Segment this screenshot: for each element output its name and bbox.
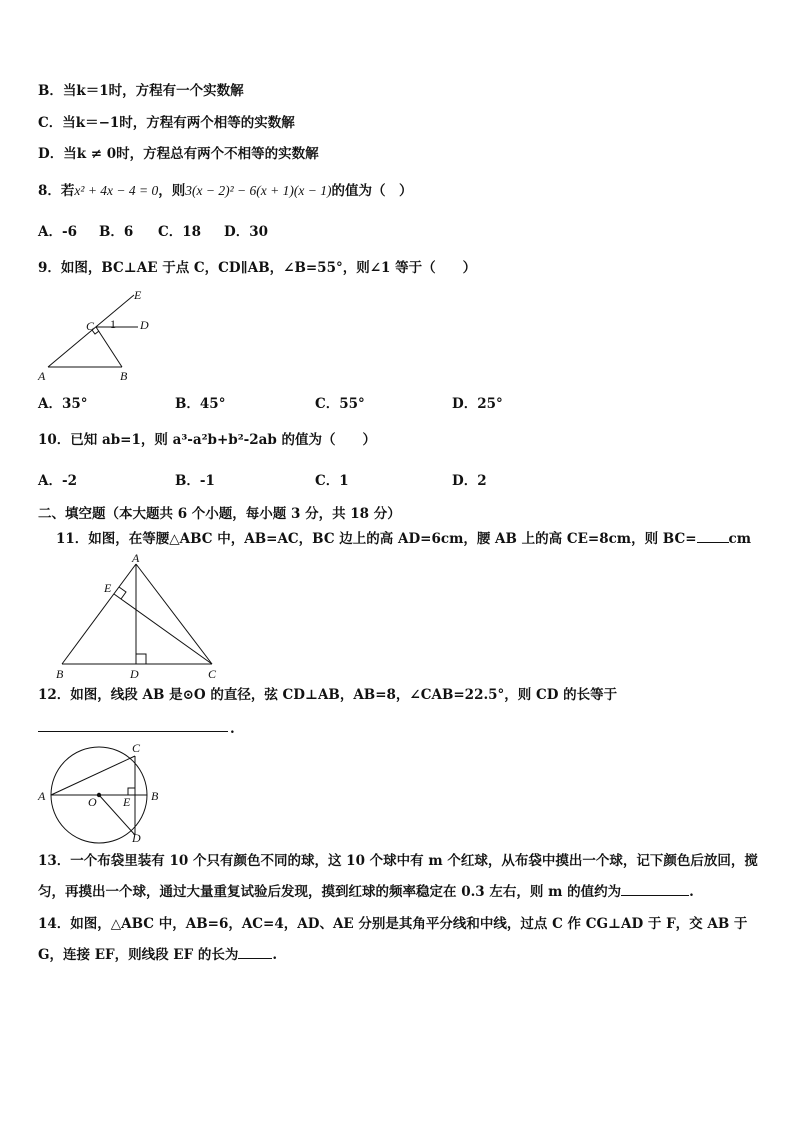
q8-condition: x² + 4x − 4 = 0 — [74, 183, 159, 198]
q11-label-e: E — [104, 581, 112, 595]
q9-label-e: E — [134, 288, 142, 302]
q9-option-c: C．55° — [315, 396, 365, 412]
q9-label-1: 1 — [110, 317, 116, 331]
q12-answer-blank[interactable] — [38, 731, 228, 732]
q11-stem-text: 11．如图，在等腰△ABC 中，AB=AC，BC 边上的高 AD=6cm，腰 AB 上的高 CE=8cm，则 BC= — [56, 531, 697, 547]
q12-figure — [34, 740, 169, 845]
q9-option-b: B．45° — [175, 396, 226, 412]
q9-option-d: D．25° — [452, 396, 503, 412]
q8-stem — [38, 182, 412, 200]
q9-figure — [34, 286, 164, 386]
q7-option-c: C．当k＝−1时，方程有两个相等的实数解 — [38, 115, 295, 131]
q13-body: 13．一个布袋里装有 10 个只有颜色不同的球，这 10 个球中有 m 个红球，从布袋中摸出一个球，记下颜色后放回，搅匀，再摸出一个球，通过大量重复试验后发现，摸到红球的频率稳定在 0.3 左右，则 m 的值约为 — [38, 853, 758, 900]
q9-label-a: A — [38, 369, 46, 383]
q10-stem: 10．已知 ab=1，则 a³-a²b+b²-2ab 的值为（ ） — [38, 432, 376, 448]
q14-text — [38, 909, 760, 971]
q11-label-c: C — [208, 667, 217, 680]
q8-mid: ，则 — [158, 183, 186, 199]
q10-option-c: C．1 — [315, 473, 349, 489]
q12-label-o: O — [88, 795, 97, 809]
q7-option-b: B．当k＝1时，方程有一个实数解 — [38, 83, 244, 99]
q9-label-c: C — [86, 319, 95, 333]
q11-label-a: A — [132, 552, 140, 565]
section-heading: 二、填空题（本大题共 6 个小题，每小题 3 分，共 18 分） — [38, 506, 401, 522]
q8-option-c: C．18 — [158, 224, 202, 240]
q14-end-mark: . — [272, 947, 278, 963]
q14-body: 14．如图，△ABC 中，AB=6，AC=4，AD、AE 分别是其角平分线和中线，过点 C 作 CG⊥AD 于 F，交 AB 于 G，连接 EF，则线段 EF 的长为 — [38, 916, 748, 963]
q12-label-e: E — [123, 795, 131, 809]
q13-end-mark: . — [689, 884, 694, 900]
q12-label-b: B — [151, 789, 159, 803]
q10-option-a: A．-2 — [38, 473, 77, 489]
q11-stem — [56, 530, 751, 548]
q9-option-a: A．35° — [38, 396, 88, 412]
q13-text — [38, 846, 760, 908]
q12-label-a: A — [38, 789, 46, 803]
q10-option-d: D．2 — [452, 473, 487, 489]
q12-label-d: D — [132, 831, 141, 845]
q14-answer-blank[interactable] — [238, 946, 272, 959]
q11-answer-blank[interactable] — [697, 530, 729, 543]
q8-expression: 3(x − 2)² − 6(x + 1)(x − 1) — [185, 183, 332, 198]
q11-unit: cm — [728, 531, 752, 547]
q8-option-a: A．-6 — [38, 224, 77, 240]
q11-label-d: D — [130, 667, 139, 680]
q11-figure — [50, 552, 230, 680]
q8-suffix: 的值为（ ） — [331, 183, 413, 199]
q11-label-b: B — [56, 667, 64, 680]
q8-option-b: B．6 — [99, 224, 134, 240]
q9-label-b: B — [120, 369, 128, 383]
q8-prefix: 8．若 — [38, 183, 75, 199]
q9-stem: 9．如图，BC⊥AE 于点 C，CD∥AB，∠B=55°，则∠1 等于（ ） — [38, 260, 477, 276]
q12-end-mark: . — [230, 721, 235, 737]
q12-label-c: C — [132, 741, 141, 755]
q9-label-d: D — [140, 318, 149, 332]
q7-option-d: D．当k ≠ 0时，方程总有两个不相等的实数解 — [38, 146, 319, 162]
q8-option-d: D．30 — [224, 224, 268, 240]
q12-stem: 12．如图，线段 AB 是⊙O 的直径，弦 CD⊥AB，AB=8，∠CAB=22.5°，则 CD 的长等于 — [38, 687, 618, 703]
q13-answer-blank[interactable] — [621, 883, 689, 896]
q10-option-b: B．-1 — [175, 473, 215, 489]
